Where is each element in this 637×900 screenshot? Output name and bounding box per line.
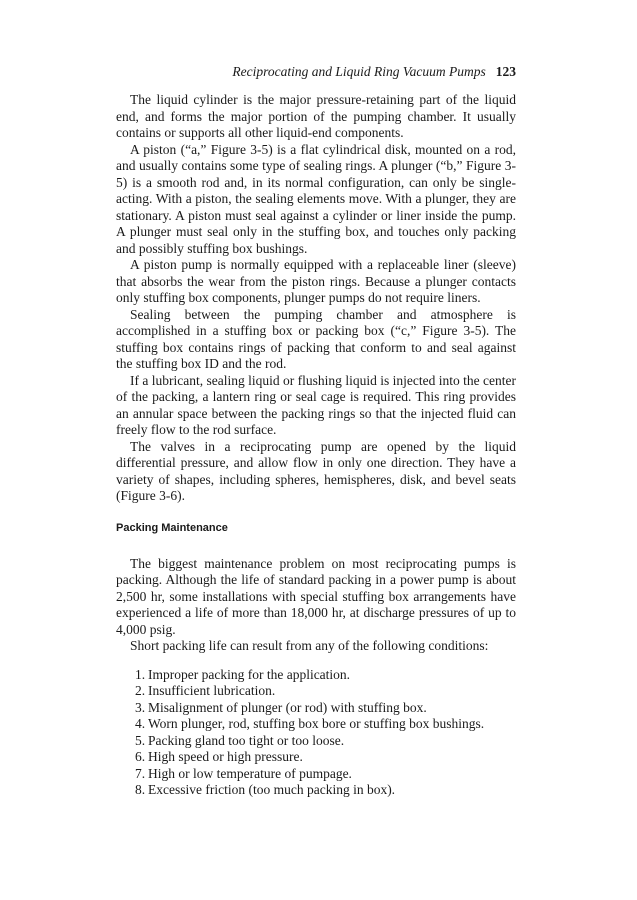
paragraph-piston-plunger: A piston (“a,” Figure 3-5) is a flat cylindrical disk, mounted on a rod, and usually contains some type of sealing rings. A plunger (“b,” Figure 3-5) is a smooth rod and, in its normal configuration, can only be single-acting. With a piston, the sealing elements move. With a plunger, they are stationary. A piston must seal against a cylinder or liner inside the pump. A plunger must seal only in the stuffing box, and touches only packing and possibly stuffing box bushings.: [116, 141, 516, 256]
paragraph-lantern-ring: If a lubricant, sealing liquid or flushing liquid is injected into the center of the packing, a lantern ring or seal cage is required. This ring provides an annular space between the packing rings so that the injected fluid can freely flow to the rod surface.: [116, 372, 516, 437]
list-item-text: Improper packing for the application.: [148, 666, 351, 682]
list-item-text: Packing gland too tight or too loose.: [148, 732, 345, 748]
list-item-number: 4.: [135, 716, 146, 731]
list-item-number: 6.: [135, 749, 146, 764]
paragraph-stuffing-box: Sealing between the pumping chamber and atmosphere is accomplished in a stuffing box or packing box (“c,” Figure 3-5). The stuffing box contains rings of packing that conform to and seal against the stuffing box ID and the rod.: [116, 306, 516, 371]
paragraph-liner: A piston pump is normally equipped with a replaceable liner (sleeve) that absorbs the wear from the piston rings. Because a plunger contacts only stuffing box components, plunger pumps do not require liners.: [116, 257, 516, 305]
list-item-number: 1.: [135, 666, 146, 682]
list-item-text: Misalignment of plunger (or rod) with stuffing box.: [148, 699, 427, 715]
running-title: Reciprocating and Liquid Ring Vacuum Pumps: [232, 64, 486, 79]
paragraph-packing-problem: The biggest maintenance problem on most reciprocating pumps is packing. Although the life of standard packing in a power pump is about 2,500 hr, some installations with special stuffing box arrangements have experienced a life of more than 18,000 hr, at discharge pressures of up to 4,000 psig.: [116, 555, 516, 637]
paragraph-liquid-cylinder: The liquid cylinder is the major pressure-retaining part of the liquid end, and forms the major portion of the pumping chamber. It usually contains or supports all other liquid-end components.: [116, 92, 516, 140]
list-item-number: 5.: [135, 732, 146, 748]
list-item-number: 2.: [135, 683, 146, 698]
list-item: [135, 716, 516, 733]
paragraph-short-life: Short packing life can result from any of the following conditions:: [130, 638, 489, 653]
page-number: 123: [495, 64, 516, 79]
list-item: [135, 667, 516, 684]
list-item-text: High or low temperature of pumpage.: [148, 765, 352, 781]
list-item: [135, 766, 516, 783]
body-text: [116, 92, 516, 799]
list-item: [135, 733, 516, 750]
list-item-number: 3.: [135, 699, 146, 715]
running-header: [116, 64, 516, 80]
list-item: [135, 683, 516, 700]
list-item-text: Insufficient lubrication.: [148, 683, 276, 698]
list-item-text: Worn plunger, rod, stuffing box bore or stuffing box bushings.: [148, 716, 485, 731]
list-item: [135, 700, 516, 717]
list-item: [135, 782, 516, 799]
paragraph-valves: The valves in a reciprocating pump are opened by the liquid differential pressure, and allow flow in only one direction. They have a variety of shapes, including spheres, hemispheres, disk, and bevel seats (Figure 3-6).: [116, 438, 516, 503]
conditions-list: [116, 667, 516, 799]
list-item: [135, 749, 516, 766]
list-item-text: Excessive friction (too much packing in box).: [148, 782, 396, 797]
list-item-number: 7.: [135, 765, 146, 781]
section-heading: Packing Maintenance: [116, 521, 228, 534]
list-item-number: 8.: [135, 782, 146, 797]
list-item-text: High speed or high pressure.: [148, 749, 303, 764]
